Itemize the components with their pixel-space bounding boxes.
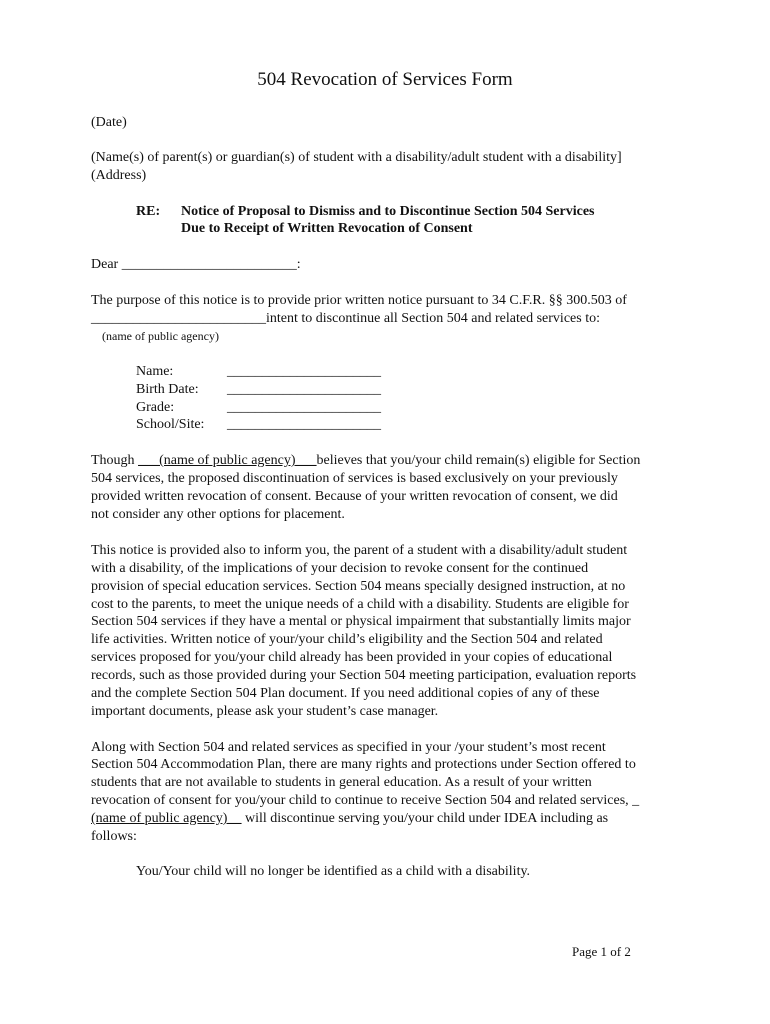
para2-line: This notice is provided also to inform you, the parent of a student with a disability/adult student — [91, 543, 628, 558]
para2-line: cost to the parents, to meet the unique needs of a child with a disability. Students are eligible for — [91, 597, 629, 612]
para2-line: services proposed for you/your child already has been provided in your copies of educational — [91, 650, 613, 665]
para1-line-1 — [91, 452, 640, 470]
para1-line: 504 services, the proposed discontinuation of services is based exclusively on your previously — [91, 471, 618, 486]
field-blank: ______________________ — [227, 417, 381, 432]
re-label: RE: — [136, 204, 161, 219]
para1-lead: Though — [91, 453, 135, 468]
page-title: 504 Revocation of Services Form — [257, 69, 513, 90]
field-label: Birth Date: — [136, 382, 199, 397]
re-subject-line-2: Due to Receipt of Written Revocation of Consent — [181, 221, 473, 236]
para2-line: with a disability, of the implications of your decision to revoke consent for the continued — [91, 561, 589, 576]
consequence-item: You/Your child will no longer be identified as a child with a disability. — [136, 864, 531, 879]
field-blank: ______________________ — [227, 382, 381, 397]
field-label: Name: — [136, 364, 174, 379]
recipient-names: (Name(s) of parent(s) or guardian(s) of student with a disability/adult student with a disability] — [91, 150, 622, 165]
para2-line: records, such as those provided during your Section 504 meeting participation, evaluation reports — [91, 668, 637, 683]
para3-line: students that are not available to students in general education. As a result of your written — [91, 775, 592, 790]
para1-line: not consider any other options for placement. — [91, 507, 345, 522]
recipient-address: (Address) — [91, 168, 147, 183]
para3-line-5 — [91, 810, 608, 828]
field-label: School/Site: — [136, 417, 205, 432]
agency-hint: (name of public agency) — [102, 329, 219, 343]
para3-line: Along with Section 504 and related services as specified in your /your student’s most recent — [91, 740, 606, 755]
purpose-line-2: _________________________intent to discontinue all Section 504 and related services to: — [91, 311, 600, 326]
field-blank: ______________________ — [227, 364, 381, 379]
purpose-line-1: The purpose of this notice is to provide prior written notice pursuant to 34 C.F.R. §§ 300.503 of — [91, 293, 627, 308]
para3-line: Section 504 Accommodation Plan, there are many rights and protections under Section offered to — [91, 757, 636, 772]
field-blank: ______________________ — [227, 400, 381, 415]
para1-line: provided written revocation of consent. Because of your written revocation of consent, we did — [91, 489, 618, 504]
para2-line: important documents, please ask your student’s case manager. — [91, 704, 439, 719]
para1-line-1-rest: believes that you/your child remain(s) eligible for Section — [316, 453, 641, 468]
para2-line: life activities. Written notice of your/your child’s eligibility and the Section 504 and related — [91, 632, 603, 647]
salutation: Dear _________________________: — [91, 257, 301, 272]
field-label: Grade: — [136, 400, 175, 415]
agency-placeholder: ___(name of public agency)___ — [138, 453, 317, 468]
para3-line: follows: — [91, 829, 137, 844]
para3-line: revocation of consent for you/your child to continue to receive Section 504 and related services, _ — [91, 793, 640, 808]
re-subject-line-1: Notice of Proposal to Dismiss and to Discontinue Section 504 Services — [181, 204, 595, 219]
para2-line: and the complete Section 504 Plan document. If you need additional copies of any of these — [91, 686, 600, 701]
page-number: Page 1 of 2 — [572, 944, 631, 959]
para2-line: provision of special education services. Section 504 means specially designed instruction, at no — [91, 579, 626, 594]
date-placeholder: (Date) — [91, 115, 127, 130]
para3-line-5-rest: will discontinue serving you/your child under IDEA including as — [241, 811, 609, 826]
agency-placeholder: (name of public agency)__ — [91, 811, 242, 826]
para2-line: Section 504 services if they have a mental or physical impairment that substantially limits major — [91, 614, 631, 629]
